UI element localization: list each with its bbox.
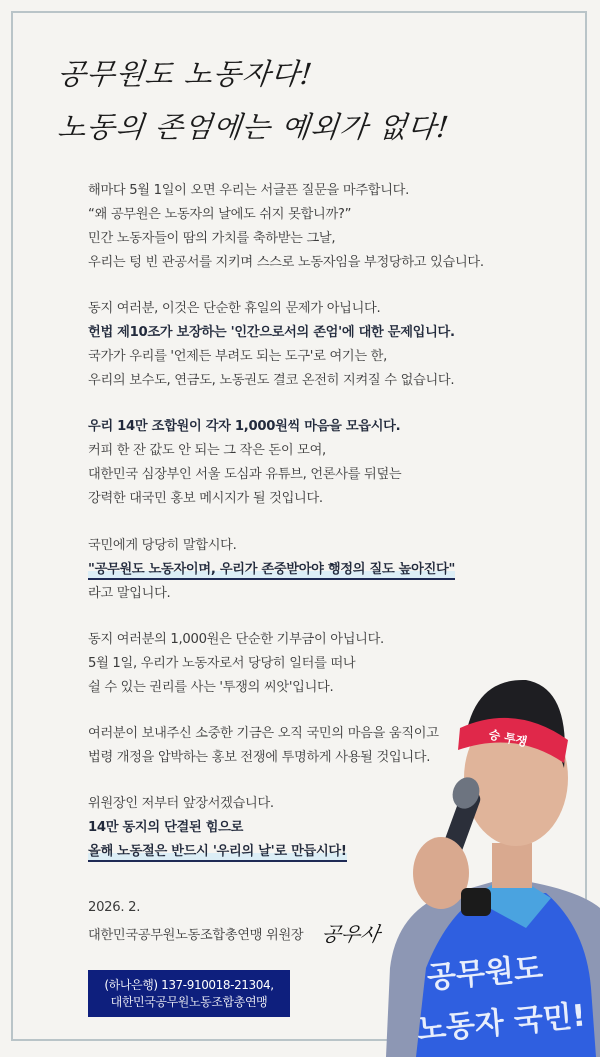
body-line: 라고 말입니다. bbox=[88, 586, 171, 601]
signature: 공우사 bbox=[319, 922, 382, 946]
body-line: 해마다 5월 1일이 오면 우리는 서글픈 질문을 마주합니다. bbox=[88, 183, 409, 198]
body-line: 우리는 텅 빈 관공서를 지키며 스스로 노동자임을 부정당하고 있습니다. bbox=[88, 255, 484, 270]
vest-text-2: 노동자 국민! bbox=[415, 998, 588, 1048]
highlight-closing: 올해 노동절은 반드시 '우리의 날'로 만듭시다! bbox=[88, 844, 347, 862]
speaker-photo bbox=[376, 668, 600, 1057]
body-line: 법령 개정을 압박하는 홍보 전쟁에 투명하게 사용될 것입니다. bbox=[88, 750, 431, 765]
headline-line-1: 공무원도 노동자다! bbox=[56, 57, 315, 91]
body-line: 우리의 보수도, 연금도, 노동권도 결코 온전히 지켜질 수 없습니다. bbox=[88, 373, 455, 388]
headline-line-2: 노동의 존엄에는 예외가 없다! bbox=[56, 110, 452, 144]
vest-text-1: 공무원도 bbox=[425, 950, 545, 996]
body-line: “왜 공무원은 노동자의 날에도 쉬지 못합니까?” bbox=[88, 207, 352, 222]
date: 2026. 2. bbox=[88, 900, 141, 915]
body-line: 동지 여러분, 이것은 단순한 휴일의 문제가 아닙니다. bbox=[88, 301, 381, 316]
body-line: 민간 노동자들이 땀의 가치를 축하받는 그날, bbox=[88, 231, 336, 246]
headband-text: 승 투쟁 bbox=[487, 727, 529, 750]
watch-icon bbox=[461, 888, 491, 916]
body-line: 커피 한 잔 값도 안 되는 그 작은 돈이 모여, bbox=[88, 443, 326, 458]
body-line: 쉴 수 있는 권리를 사는 '투쟁의 씨앗'입니다. bbox=[88, 680, 334, 695]
body-line: 5월 1일, 우리가 노동자로서 당당히 일터를 떠나 bbox=[88, 656, 356, 671]
body-line-bold: 헌법 제10조가 보장하는 '인간으로서의 존엄'에 대한 문제입니다. bbox=[88, 325, 455, 340]
body-line-bold: 우리 14만 조합원이 각자 1,000원씩 마음을 모읍시다. bbox=[88, 419, 401, 434]
body-line: 강력한 대국민 홍보 메시지가 될 것입니다. bbox=[88, 491, 323, 506]
body-line-bold: 14만 동지의 단결된 힘으로 bbox=[88, 820, 244, 835]
body-line: 여러분이 보내주신 소중한 기금은 오직 국민의 마음을 움직이고 bbox=[88, 726, 439, 741]
bank-account-box bbox=[88, 970, 290, 1017]
body-line: 동지 여러분의 1,000원은 단순한 기부금이 아닙니다. bbox=[88, 632, 384, 647]
highlight-quote: "공무원도 노동자이며, 우리가 존중받아야 행정의 질도 높아진다" bbox=[88, 562, 455, 580]
body-line: 대한민국 심장부인 서울 도심과 유튜브, 언론사를 뒤덮는 bbox=[88, 467, 402, 482]
signer: 대한민국공무원노동조합총연맹 위원장 bbox=[88, 928, 304, 943]
bank-account: (하나은행) 137-910018-21304, bbox=[104, 977, 274, 992]
body-line: 국민에게 당당히 말합시다. bbox=[88, 538, 237, 553]
hand bbox=[413, 837, 469, 909]
account-holder: 대한민국공무원노동조합총연맹 bbox=[110, 994, 268, 1009]
body-line: 위원장인 저부터 앞장서겠습니다. bbox=[88, 796, 274, 811]
body-line: 국가가 우리를 '언제든 부려도 되는 도구'로 여기는 한, bbox=[88, 349, 388, 364]
